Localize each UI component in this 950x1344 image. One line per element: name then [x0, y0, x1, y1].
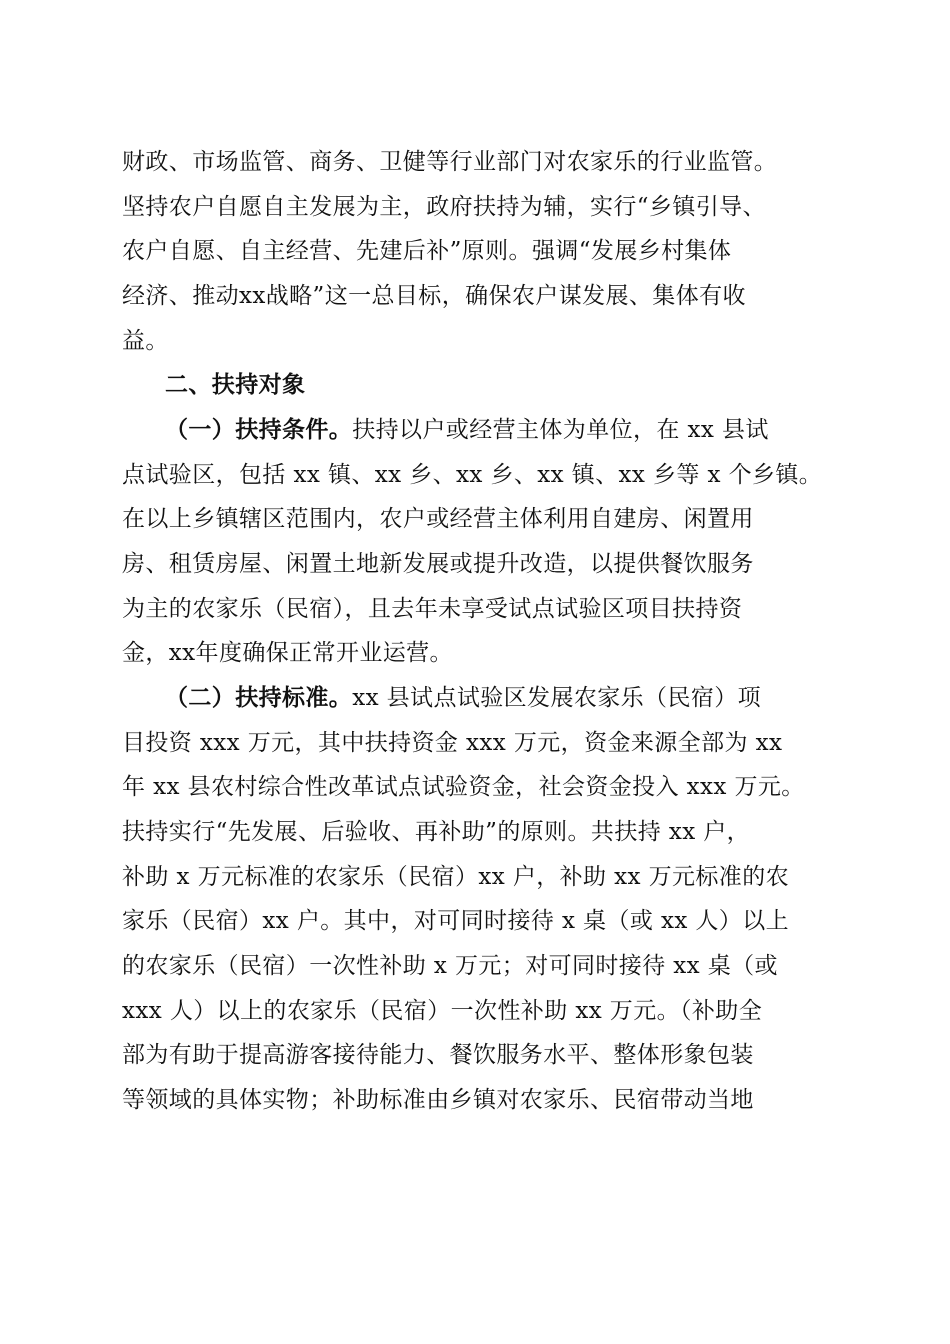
body-text-line: 金，xx年度确保正常开业运营。	[122, 640, 453, 666]
body-text-line: 房、租赁房屋、闲置土地新发展或提升改造，以提供餐饮服务	[122, 551, 754, 577]
body-text-line: 为主的农家乐（民宿），且去年未享受试点试验区项目扶持资	[122, 596, 743, 622]
body-text-line: 点试验区，包括 xx 镇、xx 乡、xx 乡、xx 镇、xx 乡等 x 个乡镇。	[122, 462, 823, 488]
body-text-line: xxx 人）以上的农家乐（民宿）一次性补助 xx 万元。（补助全	[122, 998, 763, 1024]
body-text-line: 农户自愿、自主经营、先建后补”原则。强调“发展乡村集体	[122, 238, 732, 264]
body-text-line: 等领域的具体实物；补助标准由乡镇对农家乐、民宿带动当地	[122, 1087, 754, 1113]
subsection-heading: （二）扶持标准。	[165, 684, 353, 711]
body-text-line: 经济、推动xx战略”这一总目标，确保农户谋发展、集体有收	[122, 283, 746, 309]
section-heading: 二、扶持对象	[165, 372, 306, 398]
body-text-line: 益。	[122, 328, 169, 354]
subsection-heading: （一）扶持条件。	[165, 416, 353, 443]
body-text: xx 县试点试验区发展农家乐（民宿）项	[352, 685, 762, 711]
body-text-line: 年 xx 县农村综合性改革试点试验资金，社会资金投入 xxx 万元。	[122, 774, 805, 800]
body-text-line: 目投资 xxx 万元，其中扶持资金 xxx 万元，资金来源全部为 xx	[122, 730, 783, 756]
subsection-paragraph-start	[165, 412, 855, 448]
body-text-line: 部为有助于提高游客接待能力、餐饮服务水平、整体形象包装	[122, 1042, 754, 1068]
body-text: 扶持以户或经营主体为单位，在 xx 县试	[352, 417, 769, 443]
body-text-line: 补助 x 万元标准的农家乐（民宿）xx 户，补助 xx 万元标准的农	[122, 864, 790, 890]
body-text-line: 扶持实行“先发展、后验收、再补助”的原则。共扶持 xx 户，	[122, 819, 751, 845]
body-text-line: 财政、市场监管、商务、卫健等行业部门对农家乐的行业监管。	[122, 149, 778, 175]
body-text-line: 坚持农户自愿自主发展为主，政府扶持为辅，实行“乡镇引导、	[122, 194, 766, 220]
subsection-paragraph-start	[165, 680, 855, 716]
body-text-line: 在以上乡镇辖区范围内，农户或经营主体利用自建房、闲置用	[122, 506, 754, 532]
body-text-line: 家乐（民宿）xx 户。其中，对可同时接待 x 桌（或 xx 人）以上	[122, 908, 790, 934]
body-text-line: 的农家乐（民宿）一次性补助 x 万元；对可同时接待 xx 桌（或	[122, 953, 778, 979]
